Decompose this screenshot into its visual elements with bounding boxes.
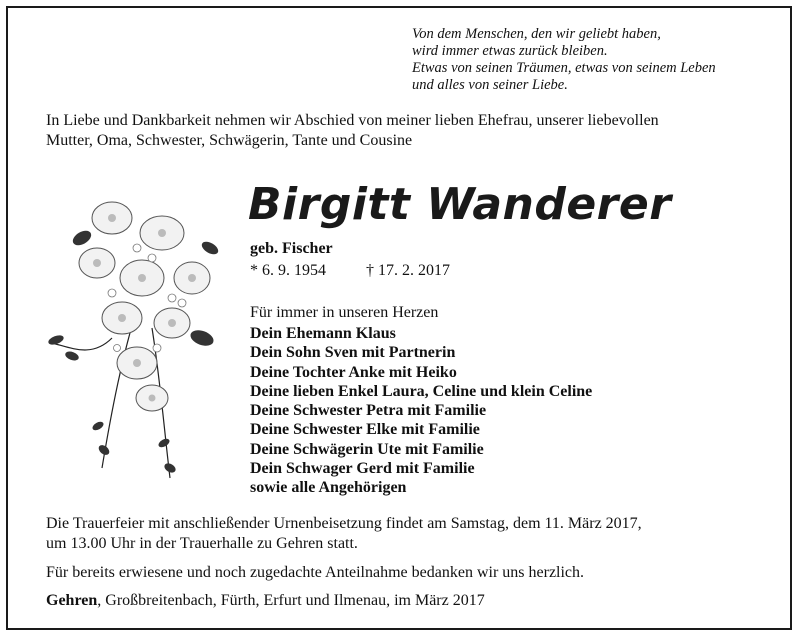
mourner-line: sowie alle Angehörigen <box>250 479 407 497</box>
mourner-line: Dein Schwager Gerd mit Familie <box>250 460 475 478</box>
mourner-line: Deine lieben Enkel Laura, Celine und klein Celine <box>250 382 593 400</box>
poem-line: wird immer etwas zurück bleiben. <box>412 43 608 59</box>
deceased-name: Birgitt Wanderer <box>248 179 672 230</box>
mourner-line: Deine Tochter Anke mit Heiko <box>250 363 457 381</box>
ceremony-line: Die Trauerfeier mit anschließender Urnenbeisetzung findet am Samstag, dem 11. März 2017, <box>46 515 642 532</box>
intro-text <box>46 111 766 151</box>
mourner-line: Dein Sohn Sven mit Partnerin <box>250 344 456 362</box>
poem <box>412 26 772 94</box>
mourner-line: Deine Schwester Elke mit Familie <box>250 421 480 439</box>
mourners-list <box>250 324 592 498</box>
ceremony-info <box>46 514 642 554</box>
orchid-bouquet-icon <box>42 188 242 488</box>
thanks-text: Für bereits erwiesene und noch zugedachte Anteilnahme bedanken wir uns herzlich. <box>46 564 585 581</box>
ceremony-line: um 13.00 Uhr in der Trauerhalle zu Gehren statt. <box>46 535 358 552</box>
poem-line: Von dem Menschen, den wir geliebt haben, <box>412 26 661 42</box>
mourner-line: Dein Ehemann Klaus <box>250 325 396 342</box>
mourners-intro: Für immer in unseren Herzen <box>250 304 439 321</box>
place-town: Gehren <box>46 592 98 609</box>
life-dates <box>250 262 450 280</box>
death-date: † 17. 2. 2017 <box>366 262 450 279</box>
place-date <box>46 592 485 610</box>
mourner-line: Deine Schwägerin Ute mit Familie <box>250 440 484 458</box>
place-rest: , Großbreitenbach, Fürth, Erfurt und Ilmenau, im März 2017 <box>97 592 485 609</box>
mourner-line: Deine Schwester Petra mit Familie <box>250 402 487 420</box>
intro-line: In Liebe und Dankbarkeit nehmen wir Abschied von meiner lieben Ehefrau, unserer liebevollen <box>46 112 659 129</box>
poem-line: und alles von seiner Liebe. <box>412 77 568 93</box>
poem-line: Etwas von seinen Träumen, etwas von seinem Leben <box>412 60 716 76</box>
birth-date: * 6. 9. 1954 <box>250 262 326 279</box>
birth-name: geb. Fischer <box>250 240 333 257</box>
intro-line: Mutter, Oma, Schwester, Schwägerin, Tante und Cousine <box>46 132 413 149</box>
